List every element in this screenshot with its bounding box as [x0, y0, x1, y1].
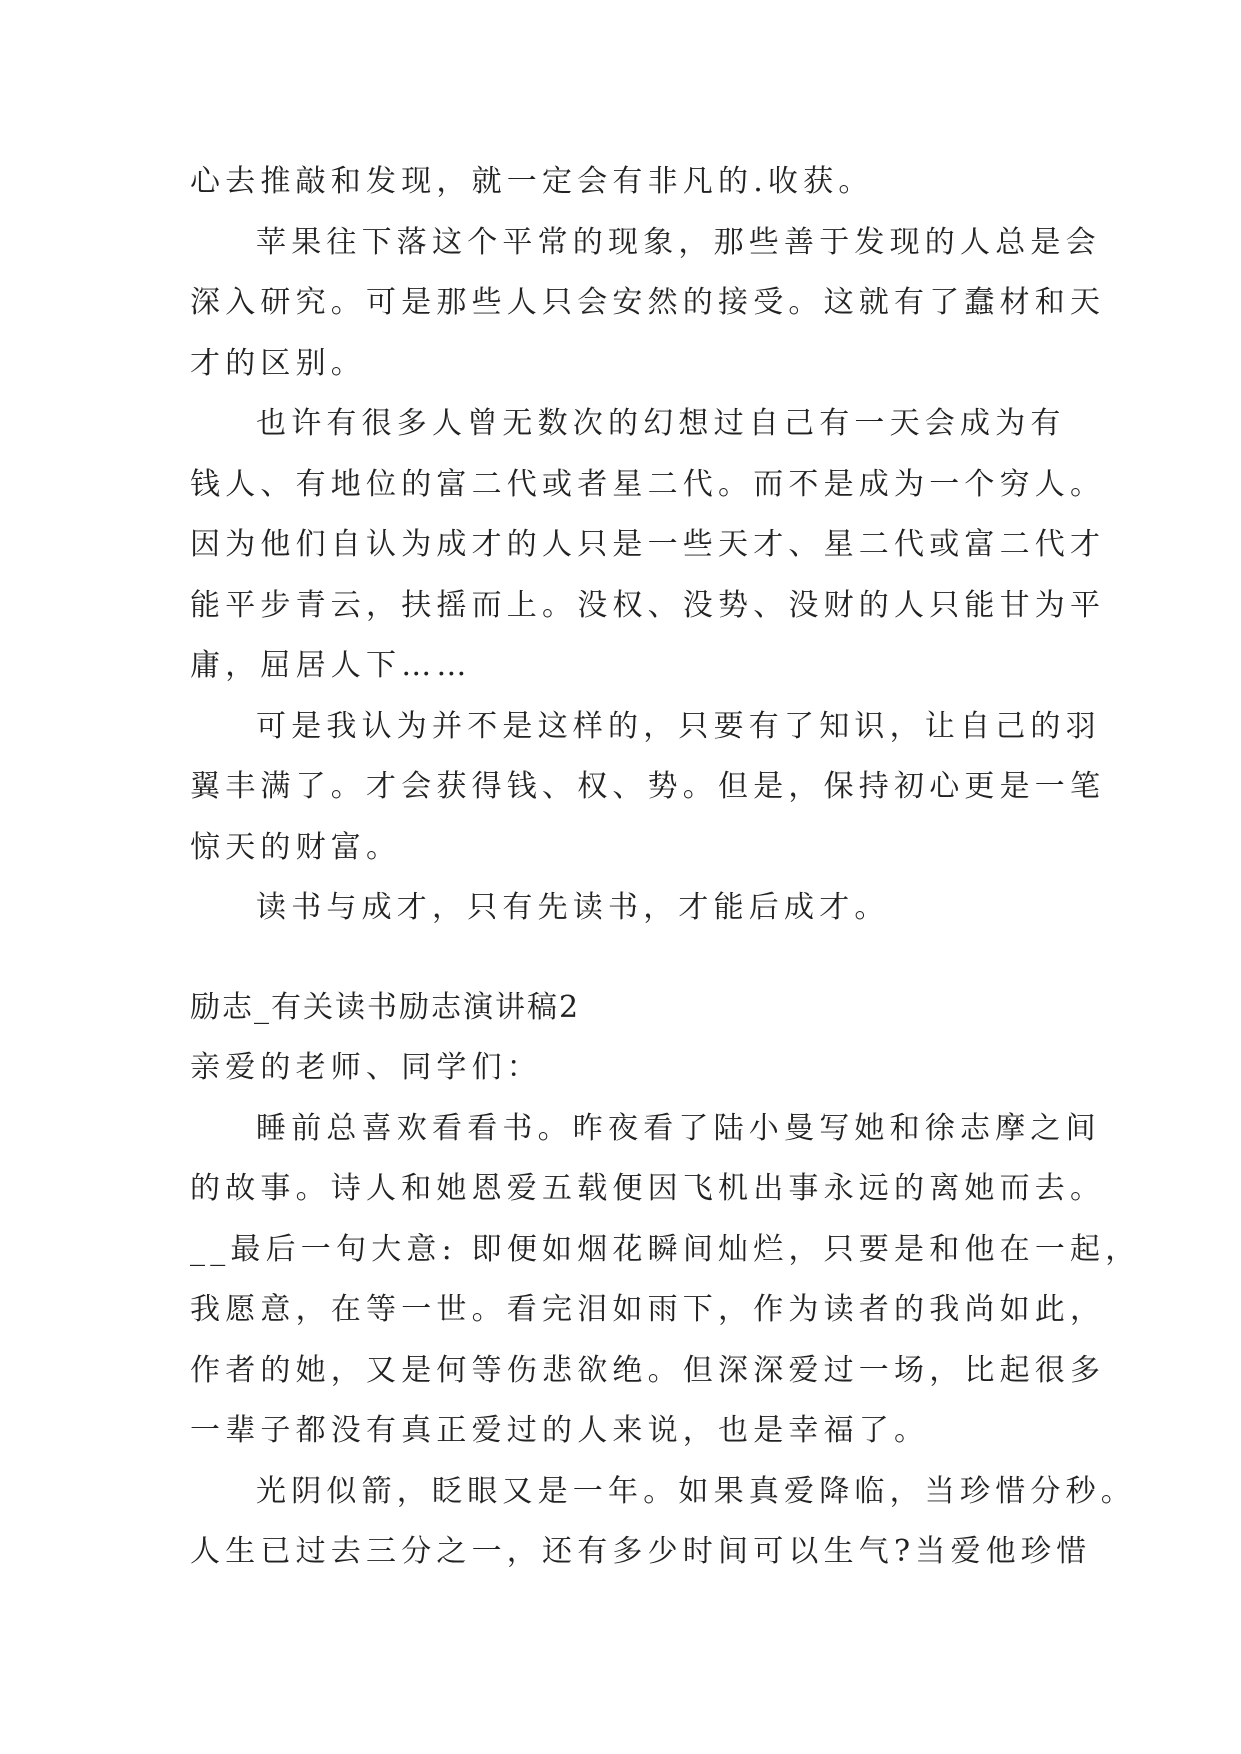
text-line: 我愿意，在等一世。看完泪如雨下，作为读者的我尚如此，	[190, 1292, 1106, 1327]
text-line: 一辈子都没有真正爱过的人来说，也是幸福了。	[190, 1413, 930, 1448]
text-line: 也许有很多人曾无数次的幻想过自己有一天会成为有	[256, 406, 1066, 441]
text-line: 惊天的财富。	[190, 830, 402, 865]
text-line: 能平步青云，扶摇而上。没权、没势、没财的人只能甘为平	[190, 588, 1106, 623]
text-line: 的故事。诗人和她恩爱五载便因飞机出事永远的离她而去。	[190, 1171, 1106, 1206]
salutation: 亲爱的老师、同学们：	[190, 1050, 542, 1085]
text-line: 可是我认为并不是这样的，只要有了知识，让自己的羽	[256, 709, 1101, 744]
text-line: 深入研究。可是那些人只会安然的接受。这就有了蠢材和天	[190, 285, 1106, 320]
text-line: 苹果往下落这个平常的现象，那些善于发现的人总是会	[256, 225, 1101, 260]
text-line: 翼丰满了。才会获得钱、权、势。但是，保持初心更是一笔	[190, 769, 1106, 804]
section-title: 励志_有关读书励志演讲稿2	[190, 990, 581, 1025]
text-line: 作者的她，又是何等伤悲欲绝。但深深爱过一场，比起很多	[190, 1353, 1106, 1388]
text-line: 人生已过去三分之一，还有多少时间可以生气?当爱他珍惜	[190, 1534, 1092, 1569]
text-line: __最后一句大意: 即便如烟花瞬间灿烂，只要是和他在一起，	[190, 1232, 1141, 1267]
text-line: 睡前总喜欢看看书。昨夜看了陆小曼写她和徐志摩之间	[256, 1111, 1101, 1146]
text-line: 读书与成才，只有先读书，才能后成才。	[256, 890, 890, 925]
text-line: 光阴似箭，眨眼又是一年。如果真爱降临，当珍惜分秒。	[256, 1474, 1136, 1509]
text-line: 钱人、有地位的富二代或者星二代。而不是成为一个穷人。	[190, 467, 1106, 502]
text-line: 因为他们自认为成才的人只是一些天才、星二代或富二代才	[190, 527, 1106, 562]
text-line: 庸，屈居人下……	[190, 648, 472, 683]
text-line: 才的区别。	[190, 346, 366, 381]
text-line: 心去推敲和发现，就一定会有非凡的.收获。	[190, 164, 874, 199]
